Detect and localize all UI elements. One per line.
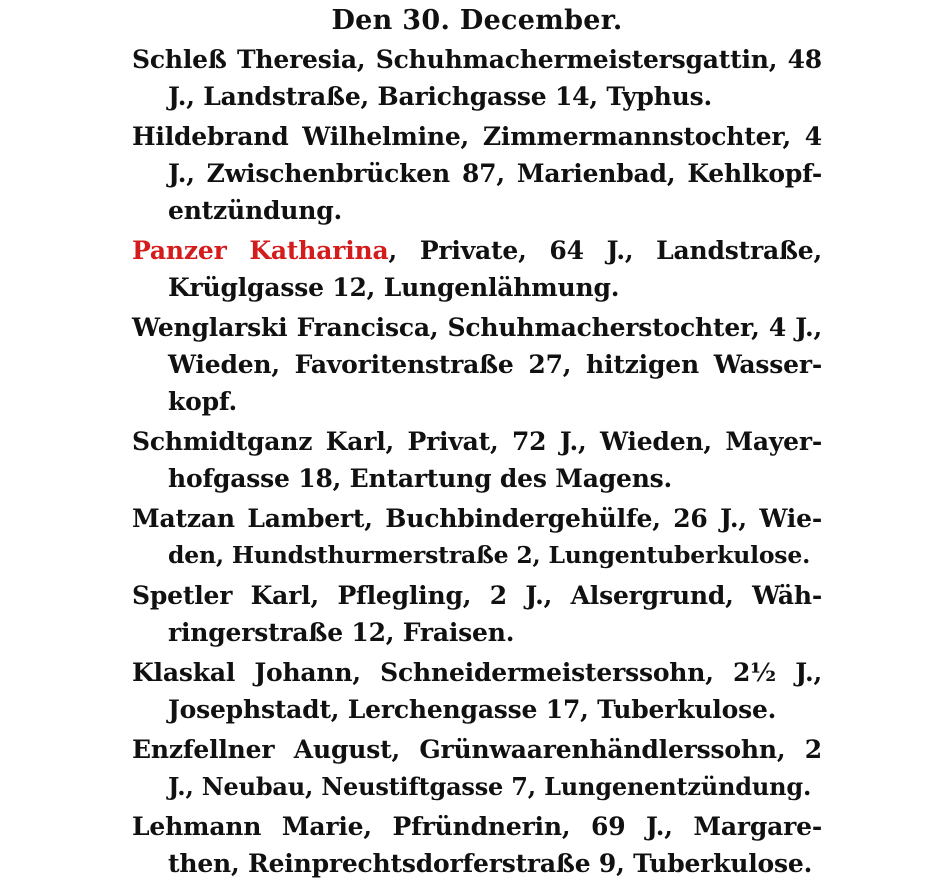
entry-line (132, 232, 822, 269)
register-entry (132, 41, 822, 115)
entry-line: den, Hundsthurmerstraße 2, Lungentuberkulose. (168, 541, 811, 569)
entry-line: Schleß Theresia, Schuhmachermeistersgattin, 48 (132, 45, 822, 74)
entry-line: J., Zwischenbrücken 87, Marienbad, Kehlkopf- (168, 159, 822, 188)
entry-line: J., Neubau, Neustiftgasse 7, Lungenentzündung. (168, 772, 812, 801)
date-heading: Den 30. December. (331, 5, 623, 36)
register-entry (132, 118, 822, 229)
register-entry (132, 654, 822, 728)
entry-line-rest: , Private, 64 J., Landstraße, (388, 236, 822, 265)
entry-line: Schmidtganz Karl, Privat, 72 J., Wieden, Mayer- (132, 427, 822, 456)
register-entry (132, 577, 822, 651)
entry-line: ringerstraße 12, Fraisen. (168, 618, 515, 647)
entry-line: hofgasse 18, Entartung des Magens. (168, 464, 673, 493)
entry-line: Wenglarski Francisca, Schuhmacherstochter, 4 J., (132, 313, 822, 342)
death-register-column (132, 2, 822, 885)
entry-line: Hildebrand Wilhelmine, Zimmermannstochter, 4 (132, 122, 822, 151)
entry-line: Spetler Karl, Pflegling, 2 J., Alsergrund, Wäh- (132, 581, 822, 610)
register-entry (132, 808, 822, 882)
register-entry (132, 309, 822, 420)
entry-line: J., Landstraße, Barichgasse 14, Typhus. (168, 82, 712, 111)
entry-line: Wieden, Favoritenstraße 27, hitzigen Wasser- (168, 350, 822, 379)
entry-line: Enzfellner August, Grünwaarenhändlerssohn, 2 (132, 735, 822, 764)
entry-line: entzündung. (168, 196, 342, 225)
register-entry-highlighted (132, 232, 822, 306)
entry-line: then, Reinprechtsdorferstraße 9, Tuberkulose. (168, 849, 813, 878)
entry-line: Klaskal Johann, Schneidermeisterssohn, 2½ J., (132, 658, 822, 687)
entry-line: Lehmann Marie, Pfründnerin, 69 J., Margare- (132, 812, 822, 841)
entry-line: Krüglgasse 12, Lungenlähmung. (168, 273, 620, 302)
register-entry (132, 731, 822, 805)
entry-line: kopf. (168, 387, 238, 416)
entry-line: Josephstadt, Lerchengasse 17, Tuberkulose. (168, 695, 777, 724)
register-entry (132, 423, 822, 497)
entry-line: Matzan Lambert, Buchbindergehülfe, 26 J., Wie- (132, 504, 822, 533)
highlighted-name: Panzer Katharina (132, 236, 389, 265)
register-entry (132, 500, 822, 574)
